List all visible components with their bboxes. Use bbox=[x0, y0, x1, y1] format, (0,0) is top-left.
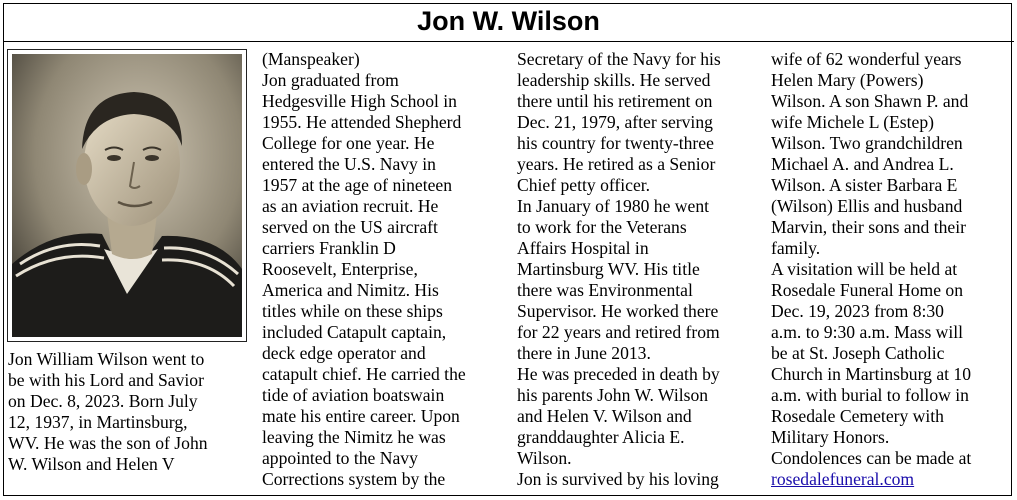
text-line: leadership skills. He served bbox=[517, 70, 711, 90]
text-line: his parents John W. Wilson bbox=[517, 385, 709, 405]
text-line: titles while on these ships bbox=[262, 301, 443, 321]
text-line: W. Wilson and Helen V bbox=[8, 454, 175, 474]
obituary-column-1 bbox=[8, 349, 208, 475]
text-line: Jon William Wilson went to bbox=[8, 349, 205, 369]
text-line: 12, 1937, in Martinsburg, bbox=[8, 412, 188, 432]
text-line: included Catapult captain, bbox=[262, 322, 447, 342]
portrait-photo bbox=[7, 49, 247, 342]
text-line: Corrections system by the bbox=[262, 469, 446, 489]
text-line: Dec. 19, 2023 from 8:30 bbox=[771, 301, 944, 321]
text-line: (Wilson) Ellis and husband bbox=[771, 196, 963, 216]
text-line: as an aviation recruit. He bbox=[262, 196, 439, 216]
text-line: Helen Mary (Powers) bbox=[771, 70, 924, 90]
text-line: appointed to the Navy bbox=[262, 448, 418, 468]
text-line: there was Environmental bbox=[517, 280, 693, 300]
text-line: Rosedale Funeral Home on bbox=[771, 280, 964, 300]
text-line: Wilson. A sister Barbara E bbox=[771, 175, 958, 195]
funeral-home-link[interactable]: rosedalefuneral.com bbox=[771, 469, 915, 489]
text-line: years. He retired as a Senior bbox=[517, 154, 716, 174]
text-line: mate his entire career. Upon bbox=[262, 406, 460, 426]
text-line: 1955. He attended Shepherd bbox=[262, 112, 462, 132]
text-line: College for one year. He bbox=[262, 133, 435, 153]
text-line: Jon graduated from bbox=[262, 70, 399, 90]
text-line: wife of 62 wonderful years bbox=[771, 49, 962, 69]
text-line: Jon is survived by his loving bbox=[517, 469, 719, 489]
text-line: Hedgesville High School in bbox=[262, 91, 457, 111]
obituary-column-3 bbox=[517, 49, 721, 490]
obituary-column-4 bbox=[771, 49, 971, 490]
text-line: Rosedale Cemetery with bbox=[771, 406, 944, 426]
text-line: Military Honors. bbox=[771, 427, 890, 447]
text-line: carriers Franklin D bbox=[262, 238, 396, 258]
text-line: tide of aviation boatswain bbox=[262, 385, 445, 405]
text-line: and Helen V. Wilson and bbox=[517, 406, 692, 426]
title-divider bbox=[3, 41, 1014, 42]
text-line: Martinsburg WV. His title bbox=[517, 259, 700, 279]
text-line: Marvin, their sons and their bbox=[771, 217, 966, 237]
text-line: deck edge operator and bbox=[262, 343, 426, 363]
text-line: Dec. 21, 1979, after serving bbox=[517, 112, 713, 132]
text-line: In January of 1980 he went bbox=[517, 196, 710, 216]
text-line: for 22 years and retired from bbox=[517, 322, 720, 342]
text-line: A visitation will be held at bbox=[771, 259, 958, 279]
text-line: Condolences can be made at bbox=[771, 448, 972, 468]
text-line: Wilson. Two grandchildren bbox=[771, 133, 963, 153]
text-line: leaving the Nimitz he was bbox=[262, 427, 446, 447]
text-line: (Manspeaker) bbox=[262, 49, 360, 69]
obituary-title: Jon W. Wilson bbox=[417, 6, 600, 36]
text-line: Supervisor. He worked there bbox=[517, 301, 719, 321]
text-line: entered the U.S. Navy in bbox=[262, 154, 436, 174]
text-line: on Dec. 8, 2023. Born July bbox=[8, 391, 198, 411]
text-line: a.m. to 9:30 a.m. Mass will bbox=[771, 322, 964, 342]
sailor-portrait-photo-icon bbox=[12, 54, 242, 337]
text-line: Church in Martinsburg at 10 bbox=[771, 364, 972, 384]
text-line: granddaughter Alicia E. bbox=[517, 427, 685, 447]
text-line: He was preceded in death by bbox=[517, 364, 720, 384]
text-line: catapult chief. He carried the bbox=[262, 364, 466, 384]
text-line: Chief petty officer. bbox=[517, 175, 651, 195]
text-line: a.m. with burial to follow in bbox=[771, 385, 969, 405]
text-line: America and Nimitz. His bbox=[262, 280, 439, 300]
text-line: Affairs Hospital in bbox=[517, 238, 649, 258]
text-line: Wilson. bbox=[517, 448, 572, 468]
text-line: 1957 at the age of nineteen bbox=[262, 175, 453, 195]
text-line: there in June 2013. bbox=[517, 343, 651, 363]
text-line: to work for the Veterans bbox=[517, 217, 687, 237]
text-line: Michael A. and Andrea L. bbox=[771, 154, 954, 174]
obituary-column-2 bbox=[262, 49, 466, 490]
text-line: be at St. Joseph Catholic bbox=[771, 343, 945, 363]
text-line: Secretary of the Navy for his bbox=[517, 49, 721, 69]
text-line: Wilson. A son Shawn P. and bbox=[771, 91, 969, 111]
text-line: his country for twenty-three bbox=[517, 133, 714, 153]
text-line: family. bbox=[771, 238, 821, 258]
text-line: there until his retirement on bbox=[517, 91, 713, 111]
text-line: wife Michele L (Estep) bbox=[771, 112, 934, 132]
text-line: be with his Lord and Savior bbox=[8, 370, 204, 390]
text-line: Roosevelt, Enterprise, bbox=[262, 259, 418, 279]
text-line: served on the US aircraft bbox=[262, 217, 438, 237]
text-line: WV. He was the son of John bbox=[8, 433, 208, 453]
